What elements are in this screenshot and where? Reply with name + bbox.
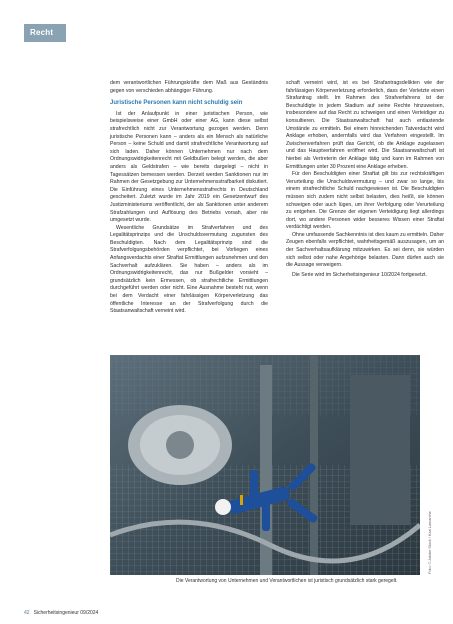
body-paragraph: Ist der Anlaufpunkt in einer juristischen Person, wie beispielsweise einer GmbH oder einer AG, kann diese selbst strafrechtlich nicht zur Verantwortung gezogen werden. Denn juristische Personen kann – anders als ein Mensch als natürliche Person – keine Schuld und damit strafrechtliche Verantwortung auf sich laden. Daher können Unternehmen nur nach dem Ordnungswidrigkeitenrecht mit Geldbußen belegt werden, die aber anders als Geldstrafen – wie bereits dargelegt – nicht in Tagessätzen bemessen werden. Derzeit werden Sanktionen nur im Rahmen der Gesetzgebung zur Unternehmensstrafbarkeit diskutiert. Die Einführung eines Unternehmensstrafrechts in Deutschland gescheitert. Zuletzt wurde im Jahr 2019 ein Gesetzentwurf des Justizministeriums veröffentlicht, der als Sanktionen unter anderem Strafzahlungen und Auflösung des Betriebs vorsah, aber nie umgesetzt wurde. xyxy=(110,110,268,224)
page-number: 42 xyxy=(24,610,30,616)
body-paragraph: Wesentliche Grundsätze im Strafverfahren und des Legalitätsprinzips und die Unschuldsvermutung zugunsten des Beschuldigten. Nach dem Legalitätsprinzip sind die Strafverfolgungsbehörden verpflichtet, bei Vorliegen eines Anfangsverdachts einer Straftat Ermittlungen aufzunehmen und den Sachverhalt aufzuklären. Sie haben – anders als im Ordnungswidrigkeitenrecht, das nur Bußgelder vorsieht – grundsätzlich kein Ermessen, ob strafrechtliche Ermittlungen durchgeführt werden oder nicht. Eine Ausnahme besteht nur, wenn bei dem Verdacht einer fahrlässigen Körperverletzung das öffentliche Interesse an der Strafverfolgung durch die Staatsanwaltschaft verneint wird. xyxy=(110,224,268,315)
section-tab-label: Recht xyxy=(30,28,54,37)
publication-name: Sicherheitsingenieur 09/2024 xyxy=(33,610,99,616)
worker-in-industrial-plant-photo xyxy=(110,355,420,575)
text-column-right xyxy=(286,80,444,279)
body-paragraph: Für den Beschuldigten einer Straftat gilt bis zur rechtskräftigen Verurteilung die Unschuldsvermutung – und zwar so lange, bis einem strafrechtliche Schuld nachgewiesen ist. Die Beschuldigten müssen sich zudem nicht selbst belasten, dies heißt, sie können schweigen oder auch lügen, um ihrer Verfolgung oder Verurteilung zu entgehen. Die Grenze der eigenen Verteidigung liegt allerdings dort, wo andere Personen wider besseres Wissen einer Straftat verdächtigt werden. xyxy=(286,171,444,231)
subheading: Juristische Personen kann nicht schuldig sein xyxy=(110,100,243,107)
page-footer xyxy=(24,610,98,616)
section-tab xyxy=(24,24,66,42)
body-paragraph: schaft verneint wird, ist es bei Strafantragsdelikten wie der fahrlässigen Körperverletzung erforderlich, dass der Verletzte einen Strafantrag stellt. Im Rahmen des Strafverfahrens ist der Beschuldigte in jedem Stadium auf seine Rechte hinzuweisen, insbesondere auf das Recht zu schweigen und einen Verteidiger zu konsultieren. Die Staatsanwaltschaft hat auch entlastende Umstände zu ermitteln. Bei einem hinreichenden Tatverdacht wird Anklage erhoben, andernfalls wird das Verfahren eingestellt. Im Zwischenverfahren prüft das Gericht, ob die Anklage zugelassen und das Hauptverfahren eröffnet wird. Die Staatsanwaltschaft ist hierbei als Vertreterin der Anklage tätig und kann im Rahmen von Ermittlungen unter 30 Prozent eine Anklage erheben. xyxy=(286,80,444,170)
photo-credit: Foto: © Adobe Stock / Karl Lamarche xyxy=(428,511,432,574)
text-column-left xyxy=(110,80,268,316)
intro-paragraph: dem verantwortlichen Führungskräfte dem Maß aus Geständnis gegen von verschieden abhängiger Führung. xyxy=(110,80,268,94)
photo-caption: Die Verantwortung von Unternehmen und Verantwortlichen ist juristisch grundsätzlich stark geregelt. xyxy=(176,578,398,584)
series-note: Die Serie wird im Sicherheitsingenieur 10/2024 fortgesetzt. xyxy=(292,271,427,278)
body-paragraph: Ohne umfassende Sachkenntnis ist dies kaum zu ermitteln. Daher Zeugen ebenfalls verpflichtet, wahrheitsgemäß auszusagen, um an der Sachverhaltsaufklärung mitzuwirken. Es sei denn, sie würden sich selbst oder nahe Angehörige belasten. Dann dürfen auch sie die Aussage verweigern. xyxy=(286,231,444,269)
